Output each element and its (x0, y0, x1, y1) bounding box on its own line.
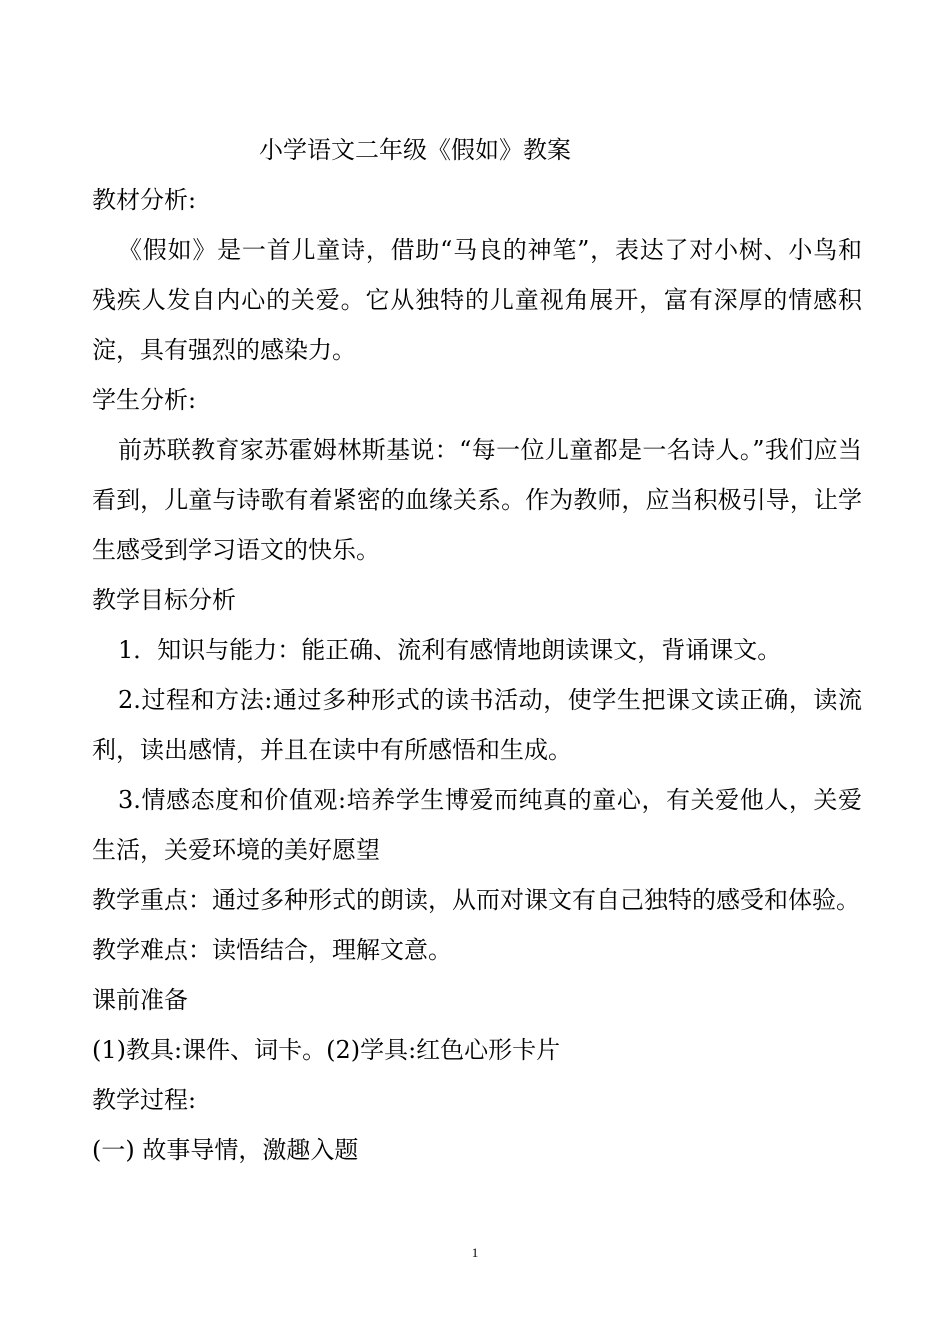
document-title: 小学语文二年级《假如》教案 (259, 136, 571, 164)
section-heading-student-analysis: 学生分析: (92, 386, 197, 414)
paragraph-student-analysis: 前苏联教育家苏霍姆林斯基说：“每一位儿童都是一名诗人。”我们应当看到，儿童与诗歌有着紧密的血缘关系。作为教师，应当积极引导，让学生感受到学习语文的快乐。 (92, 436, 862, 564)
process-step-1: (一) 故事导情，激趣入题 (92, 1136, 359, 1164)
difficulty: 教学难点：读悟结合，理解文意。 (92, 936, 452, 964)
goal-item-2: 2.过程和方法:通过多种形式的读书活动，使学生把课文读正确，读流利，读出感情，并且在读中有所感悟和生成。 (92, 686, 862, 764)
section-heading-teaching-goals: 教学目标分析 (92, 586, 236, 614)
section-heading-textbook-analysis: 教材分析: (92, 186, 197, 214)
goal-item-1: 1．知识与能力：能正确、流利有感情地朗读课文，背诵课文。 (118, 636, 782, 664)
section-heading-process: 教学过程: (92, 1086, 197, 1114)
page-number: 1 (471, 1245, 479, 1260)
goal-item-3: 3.情感态度和价值观:培养学生博爱而纯真的童心，有关爱他人，关爱生活，关爱环境的美好愿望 (92, 786, 862, 864)
section-heading-preparation: 课前准备 (92, 986, 188, 1014)
document-content (92, 125, 862, 1175)
preparation-items: (1)教具:课件、词卡。(2)学具:红色心形卡片 (92, 1036, 561, 1064)
key-point: 教学重点：通过多种形式的朗读，从而对课文有自己独特的感受和体验。 (92, 886, 860, 914)
paragraph-textbook-analysis: 《假如》是一首儿童诗，借助“马良的神笔”，表达了对小树、小鸟和残疾人发自内心的关爱。它从独特的儿童视角展开，富有深厚的情感积淀，具有强烈的感染力。 (92, 236, 862, 364)
